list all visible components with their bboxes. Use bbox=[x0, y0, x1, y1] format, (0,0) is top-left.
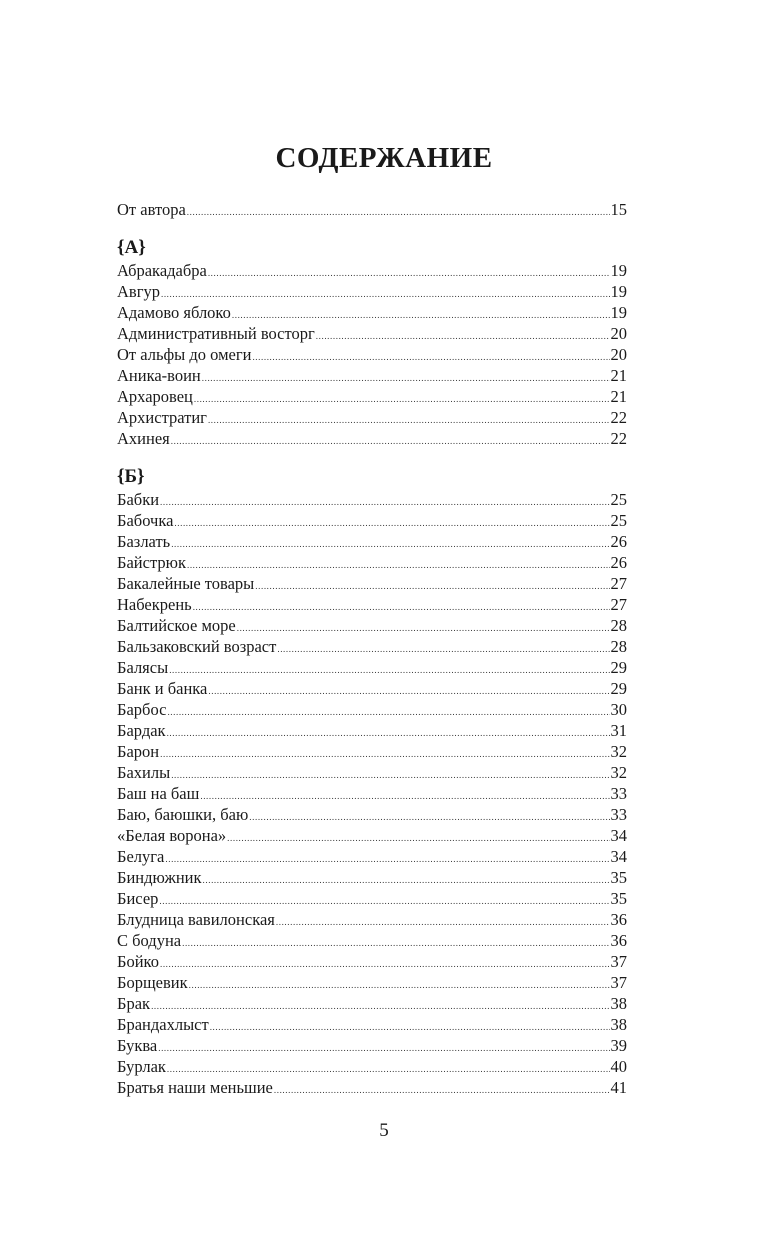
table-of-contents bbox=[117, 199, 627, 1098]
toc-entry bbox=[117, 909, 627, 930]
toc-entry bbox=[117, 951, 627, 972]
toc-entry-label: Архаровец bbox=[117, 387, 193, 406]
toc-entry bbox=[117, 615, 627, 636]
toc-entry-label: С бодуна bbox=[117, 931, 182, 950]
toc-entry-label: Авгур bbox=[117, 282, 160, 301]
toc-entry bbox=[117, 573, 627, 594]
toc-entry bbox=[117, 199, 627, 220]
toc-entry bbox=[117, 510, 627, 531]
toc-entry-page: 21 bbox=[610, 366, 627, 385]
toc-entry-label: Бойко bbox=[117, 952, 159, 971]
toc-entry bbox=[117, 825, 627, 846]
toc-entry-label: Абракадабра bbox=[117, 261, 207, 280]
toc-entry bbox=[117, 888, 627, 909]
toc-entry-label: Набекрень bbox=[117, 595, 192, 614]
dot-leader bbox=[208, 681, 609, 702]
toc-entry-page: 19 bbox=[610, 303, 627, 322]
dot-leader bbox=[161, 284, 610, 305]
toc-entry-page: 20 bbox=[610, 324, 627, 343]
toc-entry bbox=[117, 260, 627, 281]
dot-leader bbox=[316, 326, 610, 347]
dot-leader bbox=[203, 870, 610, 891]
toc-entry-page: 22 bbox=[610, 429, 627, 448]
toc-entry-label: Байстрюк bbox=[117, 553, 186, 572]
toc-entry bbox=[117, 993, 627, 1014]
toc-entry-page: 41 bbox=[610, 1078, 627, 1097]
toc-entry-page: 32 bbox=[610, 742, 627, 761]
toc-entry bbox=[117, 323, 627, 344]
toc-entry bbox=[117, 302, 627, 323]
toc-entry-page: 26 bbox=[610, 532, 627, 551]
dot-leader bbox=[227, 828, 609, 849]
toc-entry-page: 38 bbox=[610, 1015, 627, 1034]
dot-leader bbox=[187, 555, 610, 576]
toc-entry bbox=[117, 1035, 627, 1056]
toc-entry-page: 25 bbox=[610, 511, 627, 530]
dot-leader bbox=[169, 660, 609, 681]
page-title: СОДЕРЖАНИЕ bbox=[275, 142, 493, 174]
toc-entry-page: 20 bbox=[610, 345, 627, 364]
toc-section bbox=[117, 236, 627, 449]
toc-entry bbox=[117, 281, 627, 302]
dot-leader bbox=[200, 786, 609, 807]
toc-entry-label: Барон bbox=[117, 742, 160, 761]
dot-leader bbox=[208, 410, 610, 431]
toc-entry-label: Брандахлыст bbox=[117, 1015, 209, 1034]
dot-leader bbox=[193, 597, 610, 618]
page-number: 5 bbox=[379, 1120, 389, 1141]
toc-entry bbox=[117, 783, 627, 804]
toc-entry-label: Административный восторг bbox=[117, 324, 315, 343]
dot-leader bbox=[252, 347, 609, 368]
toc-entry-page: 37 bbox=[610, 973, 627, 992]
toc-entry-label: Адамово яблоко bbox=[117, 303, 231, 322]
toc-entry bbox=[117, 1077, 627, 1098]
toc-entry-label: Архистратиг bbox=[117, 408, 207, 427]
dot-leader bbox=[210, 1017, 610, 1038]
toc-entry-label: Банк и банка bbox=[117, 679, 208, 698]
toc-entry-page: 34 bbox=[610, 847, 627, 866]
toc-entry bbox=[117, 552, 627, 573]
toc-entry-page: 37 bbox=[610, 952, 627, 971]
toc-entry-label: Биндюжник bbox=[117, 868, 202, 887]
toc-entry bbox=[117, 720, 627, 741]
toc-entry-page: 27 bbox=[610, 574, 627, 593]
toc-entry-label: Бакалейные товары bbox=[117, 574, 255, 593]
toc-entry-label: Братья наши меньшие bbox=[117, 1078, 273, 1097]
toc-entry-page: 30 bbox=[610, 700, 627, 719]
toc-entry-label: «Белая ворона» bbox=[117, 826, 227, 845]
toc-entry-label: Аника-воин bbox=[117, 366, 201, 385]
dot-leader bbox=[187, 202, 610, 223]
dot-leader bbox=[160, 954, 610, 975]
dot-leader bbox=[202, 368, 610, 389]
toc-entry-page: 25 bbox=[610, 490, 627, 509]
dot-leader bbox=[159, 891, 609, 912]
toc-entry-page: 36 bbox=[610, 910, 627, 929]
section-heading: {Б} bbox=[117, 466, 145, 487]
dot-leader bbox=[165, 849, 609, 870]
toc-entry-label: Бахилы bbox=[117, 763, 171, 782]
toc-entry-page: 32 bbox=[610, 763, 627, 782]
toc-entry-label: Белуга bbox=[117, 847, 165, 866]
toc-entry-page: 22 bbox=[610, 408, 627, 427]
toc-entry-label: От автора bbox=[117, 200, 186, 219]
dot-leader bbox=[232, 305, 610, 326]
toc-entry-label: Бисер bbox=[117, 889, 159, 908]
toc-entry-label: Бабочка bbox=[117, 511, 174, 530]
toc-entry-page: 36 bbox=[610, 931, 627, 950]
dot-leader bbox=[167, 723, 610, 744]
toc-entry-label: Базлать bbox=[117, 532, 171, 551]
toc-entry bbox=[117, 344, 627, 365]
toc-entry-label: Барбос bbox=[117, 700, 167, 719]
dot-leader bbox=[171, 431, 610, 452]
toc-entry-label: Бабки bbox=[117, 490, 160, 509]
toc-entry-label: Баю, баюшки, баю bbox=[117, 805, 249, 824]
dot-leader bbox=[277, 639, 609, 660]
dot-leader bbox=[174, 513, 609, 534]
dot-leader bbox=[255, 576, 609, 597]
toc-entry bbox=[117, 428, 627, 449]
toc-entry bbox=[117, 972, 627, 993]
toc-entry-page: 21 bbox=[610, 387, 627, 406]
toc-entry-label: От альфы до омеги bbox=[117, 345, 252, 364]
toc-entry bbox=[117, 678, 627, 699]
toc-entry-label: Балтийское море bbox=[117, 616, 236, 635]
toc-entry-page: 19 bbox=[610, 282, 627, 301]
dot-leader bbox=[189, 975, 610, 996]
toc-entry-label: Бурлак bbox=[117, 1057, 166, 1076]
dot-leader bbox=[276, 912, 610, 933]
dot-leader bbox=[208, 263, 610, 284]
toc-entry-label: Брак bbox=[117, 994, 151, 1013]
toc-entry-label: Балясы bbox=[117, 658, 169, 677]
dot-leader bbox=[249, 807, 609, 828]
toc-entry-page: 29 bbox=[610, 658, 627, 677]
toc-entry-page: 34 bbox=[610, 826, 627, 845]
toc-entry bbox=[117, 762, 627, 783]
toc-entry-page: 31 bbox=[610, 721, 627, 740]
dot-leader bbox=[167, 702, 609, 723]
toc-entry-page: 35 bbox=[610, 889, 627, 908]
toc-entry-page: 29 bbox=[610, 679, 627, 698]
toc-entry-label: Блудница вавилонская bbox=[117, 910, 275, 929]
toc-entry-page: 28 bbox=[610, 616, 627, 635]
toc-entry bbox=[117, 531, 627, 552]
dot-leader bbox=[158, 1038, 609, 1059]
toc-entry-page: 33 bbox=[610, 805, 627, 824]
dot-leader bbox=[167, 1059, 610, 1080]
section-heading: {А} bbox=[117, 237, 146, 258]
toc-entry bbox=[117, 699, 627, 720]
toc-entry bbox=[117, 407, 627, 428]
toc-section bbox=[117, 465, 627, 1098]
dot-leader bbox=[151, 996, 609, 1017]
toc-entry-label: Борщевик bbox=[117, 973, 188, 992]
toc-entry bbox=[117, 867, 627, 888]
toc-entry bbox=[117, 365, 627, 386]
dot-leader bbox=[194, 389, 610, 410]
toc-entry bbox=[117, 846, 627, 867]
toc-entry bbox=[117, 657, 627, 678]
dot-leader bbox=[171, 765, 609, 786]
toc-entry bbox=[117, 636, 627, 657]
toc-entry-label: Бальзаковский возраст bbox=[117, 637, 277, 656]
dot-leader bbox=[182, 933, 609, 954]
dot-leader bbox=[237, 618, 610, 639]
toc-entry-page: 35 bbox=[610, 868, 627, 887]
toc-entry bbox=[117, 489, 627, 510]
toc-entry-page: 33 bbox=[610, 784, 627, 803]
dot-leader bbox=[171, 534, 609, 555]
dot-leader bbox=[160, 744, 609, 765]
toc-entry bbox=[117, 741, 627, 762]
toc-entry-page: 27 bbox=[610, 595, 627, 614]
toc-entry-label: Буква bbox=[117, 1036, 158, 1055]
toc-entry bbox=[117, 804, 627, 825]
toc-entry-page: 38 bbox=[610, 994, 627, 1013]
toc-entry bbox=[117, 1014, 627, 1035]
dot-leader bbox=[274, 1080, 610, 1101]
toc-entry-page: 15 bbox=[610, 200, 627, 219]
toc-entry-page: 26 bbox=[610, 553, 627, 572]
toc-entry-page: 40 bbox=[610, 1057, 627, 1076]
toc-entry-label: Бардак bbox=[117, 721, 166, 740]
toc-entry-label: Ахинея bbox=[117, 429, 170, 448]
dot-leader bbox=[160, 492, 609, 513]
toc-entry-page: 28 bbox=[610, 637, 627, 656]
toc-entry bbox=[117, 930, 627, 951]
toc-entry-page: 39 bbox=[610, 1036, 627, 1055]
toc-entry-page: 19 bbox=[610, 261, 627, 280]
toc-entry bbox=[117, 386, 627, 407]
toc-entry bbox=[117, 594, 627, 615]
toc-entry-label: Баш на баш bbox=[117, 784, 200, 803]
toc-entry bbox=[117, 1056, 627, 1077]
